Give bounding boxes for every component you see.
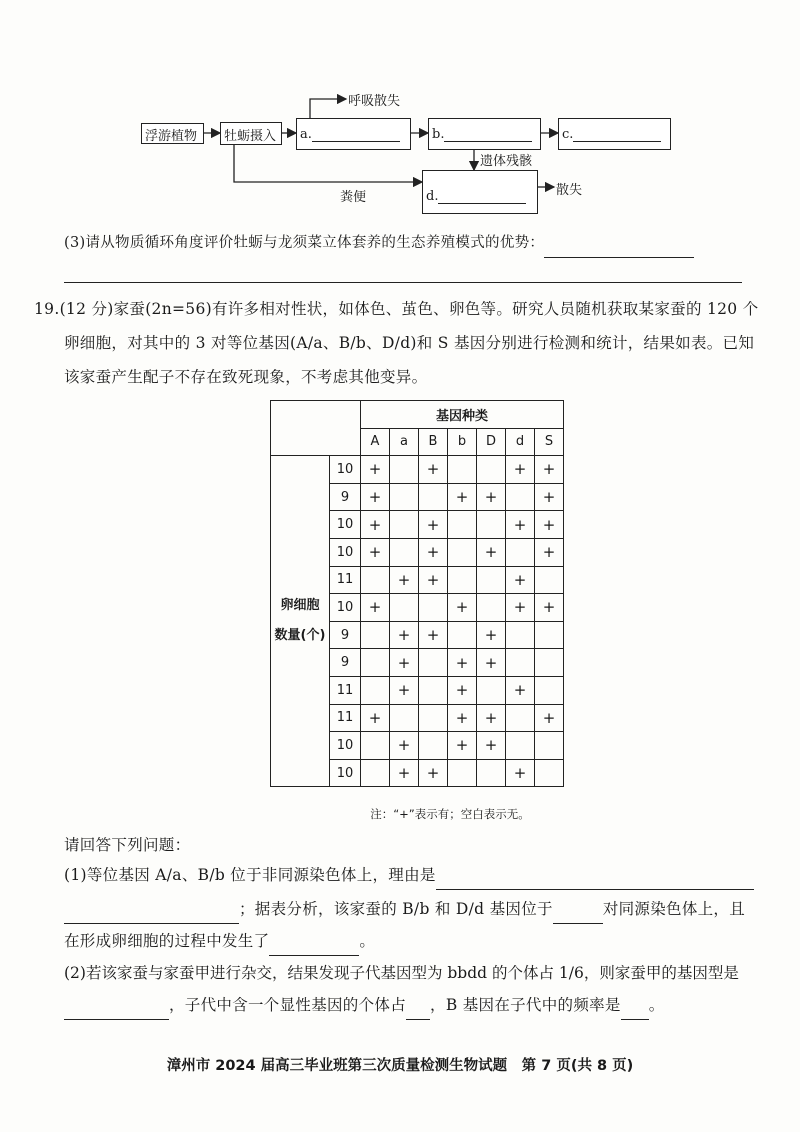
cell-A: + bbox=[361, 538, 390, 566]
cell-B: + bbox=[419, 566, 448, 594]
cell-b: + bbox=[448, 676, 477, 704]
cell-b bbox=[448, 621, 477, 649]
cell-S: + bbox=[535, 511, 564, 539]
cell-d: + bbox=[506, 759, 535, 787]
q19-line1 bbox=[34, 294, 759, 324]
cell-d bbox=[506, 649, 535, 677]
plankton-box bbox=[141, 123, 204, 144]
cell-S: + bbox=[535, 538, 564, 566]
q19-number: 19. bbox=[34, 300, 60, 318]
cell-D: + bbox=[477, 704, 506, 732]
cell-B bbox=[419, 649, 448, 677]
respiration-label: 呼吸散失 bbox=[348, 94, 401, 109]
arrow-feces bbox=[234, 145, 422, 182]
cell-A bbox=[361, 732, 390, 760]
table-corner-cell bbox=[271, 401, 361, 456]
flow-arrows bbox=[0, 0, 800, 230]
cell-A: + bbox=[361, 511, 390, 539]
cell-S: + bbox=[535, 483, 564, 511]
cell-a bbox=[390, 456, 419, 484]
cell-A bbox=[361, 676, 390, 704]
row-count: 11 bbox=[330, 676, 361, 704]
cell-b bbox=[448, 759, 477, 787]
row-count: 10 bbox=[330, 759, 361, 787]
cell-S bbox=[535, 649, 564, 677]
column-header-D: D bbox=[477, 428, 506, 456]
cell-S bbox=[535, 676, 564, 704]
dissipate-label: 散失 bbox=[556, 183, 583, 198]
cell-D: + bbox=[477, 483, 506, 511]
cell-A: + bbox=[361, 594, 390, 622]
q19-line2: 卵细胞，对其中的 3 对等位基因(A/a、B/b、D/d)和 S 基因分别进行检测和统计，结果如表。已知 bbox=[64, 334, 755, 352]
column-header-b: b bbox=[448, 428, 477, 456]
answers-prompt: 请回答下列问题： bbox=[64, 836, 191, 854]
q1-line1 bbox=[64, 860, 754, 890]
gene-table bbox=[270, 400, 564, 787]
q18-part3-blank-2[interactable] bbox=[64, 282, 742, 283]
q1-text-a: (1)等位基因 A/a、B/b 位于非同源染色体上，理由是 bbox=[64, 866, 436, 884]
cell-a: + bbox=[390, 732, 419, 760]
box-d-label: d. bbox=[426, 189, 439, 204]
cell-D bbox=[477, 759, 506, 787]
cell-B: + bbox=[419, 538, 448, 566]
arrow-respiration bbox=[310, 99, 346, 120]
row-count: 10 bbox=[330, 511, 361, 539]
row-count: 10 bbox=[330, 594, 361, 622]
box-d-blank[interactable] bbox=[438, 203, 526, 204]
box-b bbox=[428, 118, 541, 150]
cell-S bbox=[535, 732, 564, 760]
cell-A: + bbox=[361, 456, 390, 484]
cell-a bbox=[390, 483, 419, 511]
row-count: 11 bbox=[330, 566, 361, 594]
cell-B bbox=[419, 594, 448, 622]
q1-line3 bbox=[64, 926, 375, 956]
cell-b bbox=[448, 511, 477, 539]
box-c-label: c. bbox=[562, 127, 574, 142]
cell-S bbox=[535, 621, 564, 649]
cell-A bbox=[361, 566, 390, 594]
row-count: 10 bbox=[330, 456, 361, 484]
cell-B bbox=[419, 732, 448, 760]
cell-b bbox=[448, 538, 477, 566]
cell-a: + bbox=[390, 566, 419, 594]
column-header-B: B bbox=[419, 428, 448, 456]
cell-A: + bbox=[361, 704, 390, 732]
q1-text-d: 在形成卵细胞的过程中发生了 bbox=[64, 932, 270, 950]
box-a-label: a. bbox=[300, 127, 312, 142]
cell-A bbox=[361, 621, 390, 649]
box-a-blank[interactable] bbox=[312, 141, 400, 142]
cell-b: + bbox=[448, 732, 477, 760]
cell-b: + bbox=[448, 594, 477, 622]
cell-d bbox=[506, 704, 535, 732]
row-count: 10 bbox=[330, 732, 361, 760]
row-label-egg-cell: 卵细胞 bbox=[280, 598, 320, 614]
q1-event-blank[interactable] bbox=[269, 955, 359, 956]
cell-d bbox=[506, 621, 535, 649]
cell-S: + bbox=[535, 704, 564, 732]
cell-b: + bbox=[448, 649, 477, 677]
q2-line2 bbox=[64, 990, 665, 1020]
column-header-d: d bbox=[506, 428, 535, 456]
q18-part3-text: (3)请从物质循环角度评价牡蛎与龙须菜立体套养的生态养殖模式的优势： bbox=[64, 235, 545, 251]
cell-A: + bbox=[361, 483, 390, 511]
cell-b bbox=[448, 456, 477, 484]
row-count: 9 bbox=[330, 621, 361, 649]
plankton-label: 浮游植物 bbox=[145, 129, 198, 144]
cell-d bbox=[506, 483, 535, 511]
q1-text-c: 对同源染色体上，且 bbox=[602, 900, 746, 918]
cell-B: + bbox=[419, 456, 448, 484]
table-row bbox=[271, 456, 564, 484]
box-c-blank[interactable] bbox=[573, 141, 661, 142]
cell-d: + bbox=[506, 456, 535, 484]
q1-text-e: 。 bbox=[359, 932, 376, 950]
cell-a: + bbox=[390, 649, 419, 677]
q2-text-c: ，B 基因在子代中的频率是 bbox=[430, 996, 621, 1014]
cell-B bbox=[419, 676, 448, 704]
cell-D: + bbox=[477, 621, 506, 649]
cell-d: + bbox=[506, 594, 535, 622]
row-count: 10 bbox=[330, 538, 361, 566]
column-header-a: a bbox=[390, 428, 419, 456]
q1-text-b: ；据表分析，该家蚕的 B/b 和 D/d 基因位于 bbox=[239, 900, 553, 918]
cell-D: + bbox=[477, 649, 506, 677]
q2-line1: (2)若该家蚕与家蚕甲进行杂交，结果发现子代基因型为 bbdd 的个体占 1/6，则家蚕甲的基因型是 bbox=[64, 964, 739, 982]
box-c bbox=[558, 118, 671, 150]
q2-frequency-blank[interactable] bbox=[621, 1019, 649, 1020]
column-header-S: S bbox=[535, 428, 564, 456]
q2-ratio-blank[interactable] bbox=[406, 1019, 430, 1020]
q1-reason-blank-2[interactable] bbox=[64, 923, 239, 924]
cell-B bbox=[419, 704, 448, 732]
box-b-label: b. bbox=[432, 127, 445, 142]
box-a bbox=[296, 118, 411, 150]
q18-part3-blank-1[interactable] bbox=[544, 257, 694, 258]
box-d bbox=[422, 170, 538, 214]
cell-a bbox=[390, 704, 419, 732]
cell-S: + bbox=[535, 594, 564, 622]
oyster-box bbox=[220, 122, 282, 145]
q19-line3: 该家蚕产生配子不存在致死现象，不考虑其他变异。 bbox=[64, 368, 428, 386]
cell-A bbox=[361, 649, 390, 677]
cell-b: + bbox=[448, 704, 477, 732]
remains-label: 遗体残骸 bbox=[480, 154, 533, 169]
cell-A bbox=[361, 759, 390, 787]
feces-label: 粪便 bbox=[340, 190, 367, 205]
q1-line2 bbox=[64, 894, 745, 924]
row-label-cell bbox=[271, 456, 330, 787]
row-count: 11 bbox=[330, 704, 361, 732]
cell-D bbox=[477, 511, 506, 539]
cell-d bbox=[506, 538, 535, 566]
cell-a bbox=[390, 594, 419, 622]
cell-B bbox=[419, 483, 448, 511]
q1-pairs-blank[interactable] bbox=[553, 923, 603, 924]
q18-part3 bbox=[64, 228, 694, 258]
cell-S bbox=[535, 566, 564, 594]
cell-d: + bbox=[506, 511, 535, 539]
cell-a: + bbox=[390, 676, 419, 704]
cell-a: + bbox=[390, 621, 419, 649]
cell-B: + bbox=[419, 511, 448, 539]
q2-text-d: 。 bbox=[648, 996, 665, 1014]
row-count: 9 bbox=[330, 483, 361, 511]
cell-a: + bbox=[390, 759, 419, 787]
page-footer: 漳州市 2024 届高三毕业班第三次质量检测生物试题 第 7 页(共 8 页) bbox=[166, 1058, 634, 1074]
q2-text-b: ，子代中含一个显性基因的个体占 bbox=[169, 996, 407, 1014]
cell-B: + bbox=[419, 759, 448, 787]
cell-D bbox=[477, 594, 506, 622]
cell-d bbox=[506, 732, 535, 760]
column-header-A: A bbox=[361, 428, 390, 456]
cell-D bbox=[477, 676, 506, 704]
cell-d: + bbox=[506, 676, 535, 704]
cell-D: + bbox=[477, 732, 506, 760]
cell-d: + bbox=[506, 566, 535, 594]
q2-genotype-blank[interactable] bbox=[64, 1019, 169, 1020]
cell-S: + bbox=[535, 456, 564, 484]
q1-reason-blank[interactable] bbox=[436, 889, 754, 890]
cell-D bbox=[477, 566, 506, 594]
row-label-count: 数量(个) bbox=[274, 628, 326, 644]
cell-D bbox=[477, 456, 506, 484]
oyster-label: 牡蛎摄入 bbox=[224, 129, 277, 144]
cell-b bbox=[448, 566, 477, 594]
table-note: 注：“+”表示有；空白表示无。 bbox=[370, 807, 530, 821]
cell-b: + bbox=[448, 483, 477, 511]
cell-a bbox=[390, 538, 419, 566]
cell-a bbox=[390, 511, 419, 539]
cell-S bbox=[535, 759, 564, 787]
table-header: 基因种类 bbox=[361, 401, 564, 429]
cell-B: + bbox=[419, 621, 448, 649]
row-count: 9 bbox=[330, 649, 361, 677]
cell-D: + bbox=[477, 538, 506, 566]
q19-line1-text: (12 分)家蚕(2n=56)有许多相对性状，如体色、茧色、卵色等。研究人员随机获取某家蚕的 120 个 bbox=[59, 300, 759, 318]
box-b-blank[interactable] bbox=[444, 141, 532, 142]
